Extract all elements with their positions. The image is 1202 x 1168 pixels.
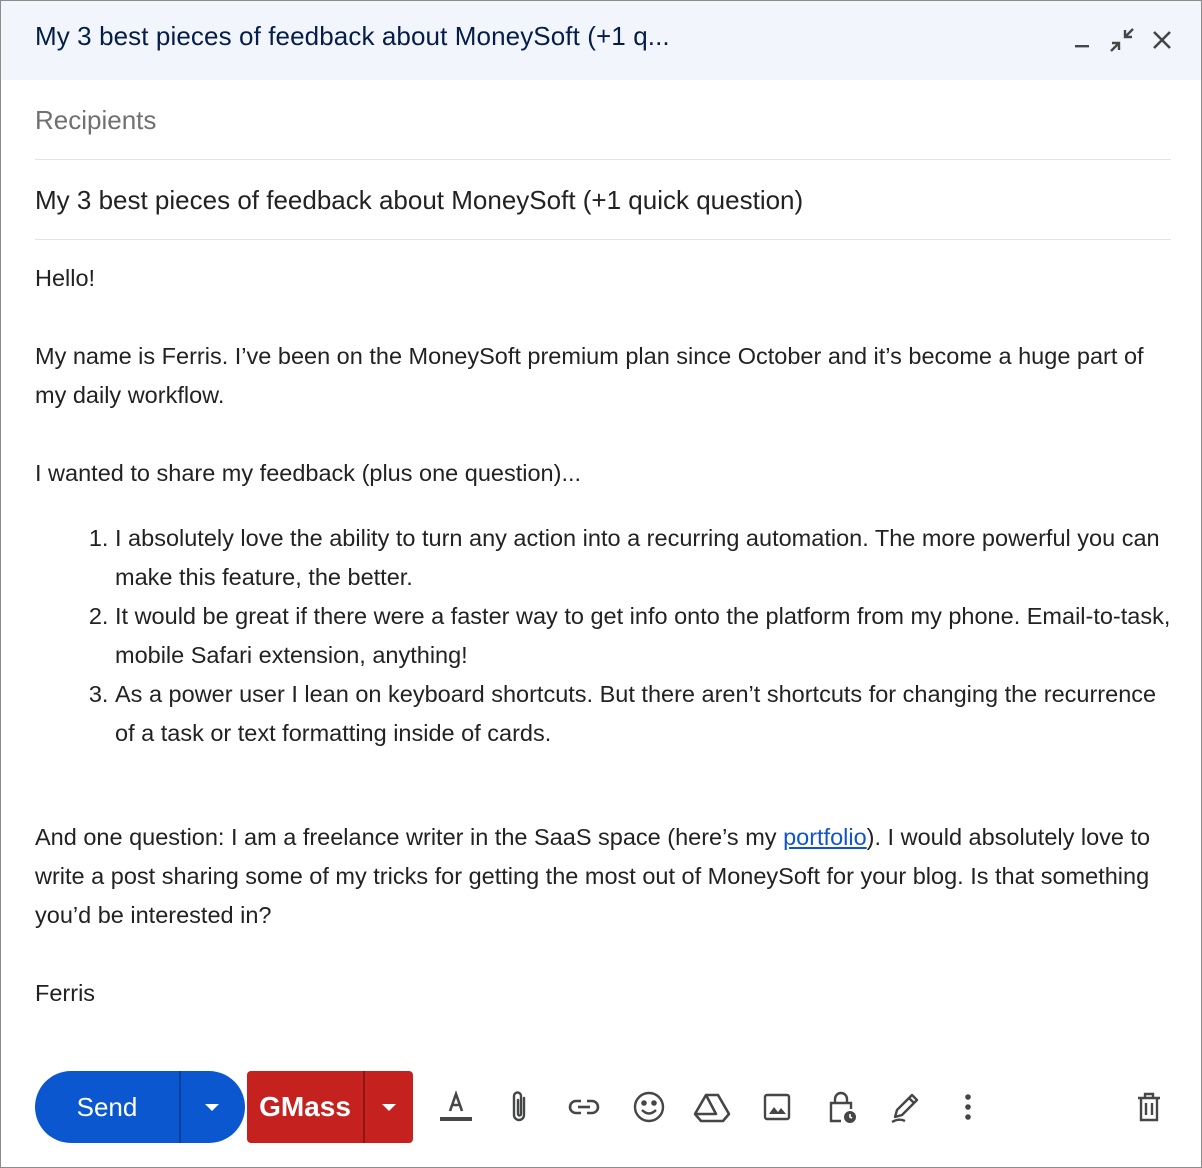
list-item: 3. As a power user I lean on keyboard shortcuts. But there aren’t shortcuts for changing the recurrence of a task or text formatting inside of cards. (115, 675, 1171, 753)
question-text-start: And one question: I am a freelance writer in the SaaS space (here’s my (35, 824, 784, 850)
intro-paragraph: My name is Ferris. I’ve been on the MoneySoft premium plan since October and it’s become a huge part of my daily workflow. (35, 343, 1144, 408)
send-button-group (35, 1071, 245, 1143)
compose-titlebar[interactable] (1, 1, 1201, 80)
compose-title: My 3 best pieces of feedback about MoneySoft (+1 q... (35, 21, 670, 51)
portfolio-link[interactable]: portfolio (783, 824, 867, 850)
photo-icon[interactable] (757, 1087, 797, 1127)
send-options-button[interactable] (181, 1071, 245, 1143)
drive-icon[interactable] (692, 1087, 732, 1127)
close-icon[interactable] (1147, 25, 1177, 55)
exit-fullscreen-icon[interactable] (1107, 25, 1137, 55)
question-text-end: ). I would absolutely love to write a post sharing some of my tricks for getting the most out of MoneySoft for your blog. Is that something you’d be interested in? (35, 824, 1151, 928)
emoji-icon[interactable] (629, 1087, 669, 1127)
discard-icon[interactable] (1129, 1087, 1169, 1127)
gmass-button-group (247, 1071, 413, 1143)
signature-text: Ferris (35, 980, 96, 1006)
send-button[interactable]: Send (76, 1092, 138, 1122)
attach-icon[interactable] (499, 1087, 539, 1127)
recipients-field[interactable]: Recipients (35, 105, 157, 135)
greeting-text: Hello! (35, 265, 96, 291)
lead-paragraph: I wanted to share my feedback (plus one question)... (35, 460, 582, 486)
feedback-list (35, 519, 1171, 753)
message-body[interactable] (35, 259, 1171, 1013)
divider (35, 239, 1171, 240)
more-options-icon[interactable] (948, 1087, 988, 1127)
list-item: 2. It would be great if there were a faster way to get info onto the platform from my phone. Email-to-task, mobile Safari extension, anything! (115, 597, 1171, 675)
question-paragraph (35, 818, 1171, 935)
signature-icon[interactable] (885, 1087, 925, 1127)
caret-down-icon (205, 1104, 219, 1111)
link-icon[interactable] (564, 1087, 604, 1127)
minimize-icon[interactable] (1067, 25, 1097, 55)
gmass-button[interactable]: GMass (259, 1091, 351, 1122)
subject-field[interactable]: My 3 best pieces of feedback about MoneySoft (+1 quick question) (35, 185, 804, 215)
gmass-options-button[interactable] (365, 1071, 413, 1143)
confidential-mode-icon[interactable] (821, 1087, 861, 1127)
list-item: 1. I absolutely love the ability to turn any action into a recurring automation. The more powerful you can make this feature, the better. (115, 519, 1171, 597)
divider (35, 159, 1171, 160)
text-format-icon[interactable] (436, 1087, 476, 1127)
caret-down-icon (382, 1104, 396, 1111)
